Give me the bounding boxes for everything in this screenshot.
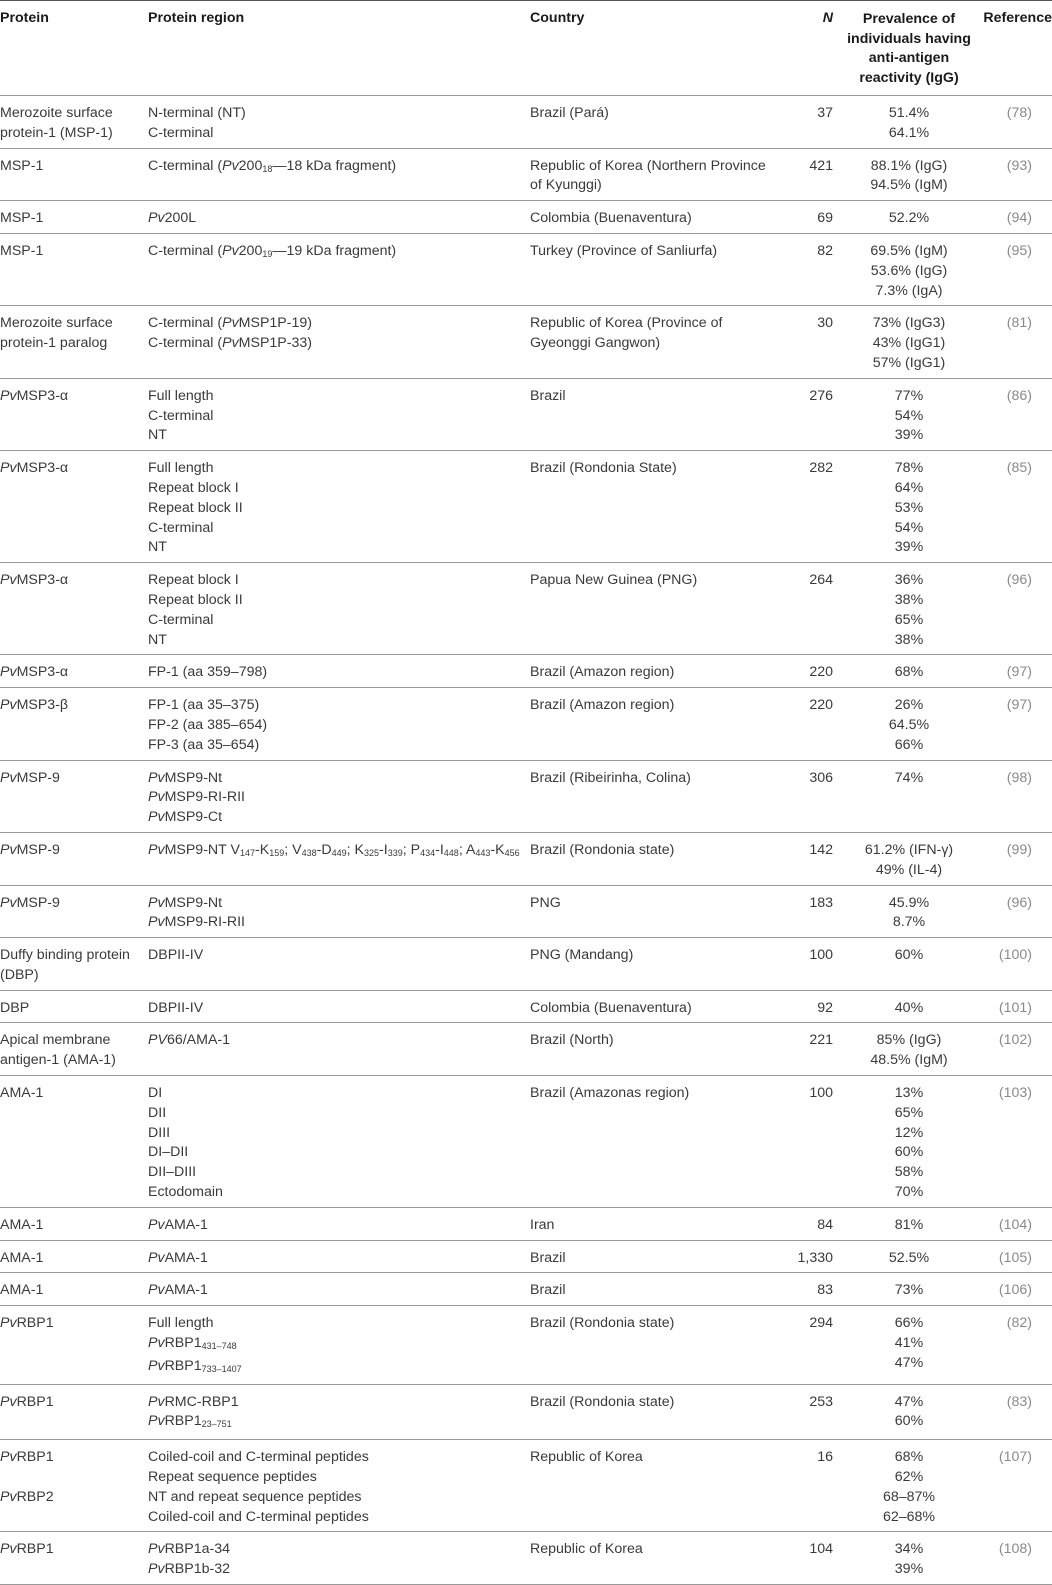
cell-country: PNG (Mandang) xyxy=(530,947,634,964)
cell-protein-region: PV66/AMA-1 xyxy=(148,1032,231,1049)
header-protein: Protein xyxy=(0,10,49,26)
table-row xyxy=(0,233,1052,305)
cell-n: 100 xyxy=(809,1085,833,1102)
table-row xyxy=(0,1023,1052,1076)
table-row xyxy=(0,688,1052,760)
cell-prevalence: 74% xyxy=(894,769,924,786)
cell-protein-region: DBPII-IV xyxy=(148,947,204,964)
table-header xyxy=(0,1,1052,96)
cell-country: Colombia (Buenaventura) xyxy=(530,999,692,1016)
cell-reference: (103) xyxy=(998,1085,1032,1102)
cell-protein-region: N-terminal (NT) C-terminal xyxy=(148,105,246,141)
cell-country: Republic of Korea xyxy=(530,1541,643,1558)
cell-reference: (96) xyxy=(1006,894,1032,911)
cell-n: 82 xyxy=(817,242,833,259)
cell-protein-region: Pv200L xyxy=(148,210,197,227)
cell-prevalence: 61.2% (IFN-γ) 49% (IL-4) xyxy=(864,841,954,878)
cell-reference: (86) xyxy=(1006,387,1032,404)
cell-protein-region: Full length $PvRBP1_{431-748}$ $PvRBP1_{733-1407}$ xyxy=(148,1315,242,1374)
cell-prevalence: 34% 39% xyxy=(894,1541,924,1578)
cell-country: Republic of Korea xyxy=(530,1449,643,1466)
cell-n: 37 xyxy=(817,105,833,121)
cell-country: Brazil xyxy=(530,1282,566,1299)
cell-country: PNG xyxy=(530,894,561,911)
cell-n: 1,330 xyxy=(797,1249,833,1266)
table-row xyxy=(0,832,1052,885)
cell-reference: (97) xyxy=(1006,664,1032,681)
cell-protein: PvMSP3-α xyxy=(0,572,69,589)
cell-prevalence: 69.5% (IgM) 53.6% (IgG) 7.3% (IgA) xyxy=(870,242,948,299)
table-row xyxy=(0,201,1052,234)
cell-prevalence: 40% xyxy=(894,999,924,1016)
header-country: Country xyxy=(530,10,585,26)
table-row xyxy=(0,1440,1052,1532)
cell-protein: AMA-1 xyxy=(0,1216,44,1233)
cell-protein-region: C-terminal ($Pv200_{19}—19$ kDa fragment) xyxy=(148,242,397,259)
cell-protein-region: DBPII-IV xyxy=(148,999,204,1016)
table-row xyxy=(0,760,1052,832)
cell-prevalence: 66% 41% 47% xyxy=(894,1315,924,1371)
table-row xyxy=(0,1532,1052,1585)
cell-country: Brazil (Amazon region) xyxy=(530,664,675,681)
cell-country: Brazil (Amazon region) xyxy=(530,697,675,714)
header-prevalence: Prevalence of individuals having anti-antigen reactivity (IgG) xyxy=(847,11,971,86)
cell-reference: (102) xyxy=(998,1032,1032,1049)
cell-n: 276 xyxy=(809,387,833,404)
cell-reference: (99) xyxy=(1006,841,1032,858)
cell-protein-region: PvRMC-RBP1 $PvRBP1_{23-751}$ xyxy=(148,1393,239,1430)
cell-reference: (93) xyxy=(1006,157,1032,174)
cell-country: Iran xyxy=(530,1216,555,1233)
header-reference: Reference xyxy=(983,10,1052,26)
cell-reference: (82) xyxy=(1006,1315,1032,1332)
cell-reference: (94) xyxy=(1006,210,1032,227)
cell-prevalence: 81% xyxy=(894,1216,924,1233)
cell-prevalence: 73% xyxy=(894,1282,924,1299)
cell-prevalence: 47% 60% xyxy=(894,1393,924,1430)
table-row xyxy=(0,655,1052,688)
cell-n: 16 xyxy=(817,1449,833,1466)
cell-reference: (78) xyxy=(1006,105,1032,121)
cell-country: Brazil (Rondonia state) xyxy=(530,841,675,858)
cell-prevalence: 13% 65% 12% 60% 58% 70% xyxy=(894,1085,924,1201)
table-row xyxy=(0,96,1052,149)
table-row xyxy=(0,1306,1052,1384)
cell-prevalence: 73% (IgG3) 43% (IgG1) 57% (IgG1) xyxy=(872,315,946,371)
cell-n: 221 xyxy=(809,1032,833,1049)
cell-protein: AMA-1 xyxy=(0,1085,44,1102)
cell-protein: PvRBP1 xyxy=(0,1315,54,1332)
table-row xyxy=(0,1076,1052,1208)
table-row xyxy=(0,938,1052,991)
cell-protein: PvMSP-9 xyxy=(0,769,60,786)
cell-protein: PvMSP-9 xyxy=(0,841,60,858)
cell-prevalence: 26% 64.5% 66% xyxy=(888,697,930,753)
cell-country: Brazil (North) xyxy=(530,1032,614,1049)
table-row xyxy=(0,1240,1052,1273)
table-row xyxy=(0,306,1052,378)
cell-protein-region: DI DII DIII DI–DII DII–DIII Ectodomain xyxy=(148,1085,223,1201)
cell-protein-region: PvMSP9-Nt PvMSP9-RI-RII PvMSP9-Ct xyxy=(148,769,245,826)
cell-protein: PvMSP3-α xyxy=(0,664,69,681)
cell-protein: PvMSP3-β xyxy=(0,697,69,714)
cell-country: Colombia (Buenaventura) xyxy=(530,210,692,227)
cell-prevalence: 60% xyxy=(894,947,924,964)
cell-protein: MSP-1 xyxy=(0,210,44,227)
cell-country: Brazil (Rondonia state) xyxy=(530,1315,675,1332)
table-row xyxy=(0,563,1052,655)
table-row xyxy=(0,378,1052,450)
cell-prevalence: 52.2% xyxy=(888,210,930,227)
cell-protein-region: PvRBP1a-34 PvRBP1b-32 xyxy=(148,1541,231,1578)
cell-n: 30 xyxy=(817,315,833,332)
cell-n: 183 xyxy=(809,894,833,911)
table-row xyxy=(0,451,1052,563)
cell-protein-region: PvMSP9-NT $V_{147}-K_{159}$; $V_{438}-D_{449}$; $K_{325}-I_{339}$; $P_{434}-I_{448}$; $A_{443}-K_{456}$ xyxy=(148,841,520,858)
cell-country: Brazil xyxy=(530,1249,566,1266)
cell-reference: (106) xyxy=(998,1282,1032,1299)
header-protein-region: Protein region xyxy=(148,10,245,26)
cell-protein-region: Full length Repeat block I Repeat block II C-terminal NT xyxy=(148,460,243,556)
cell-country: Brazil (Rondonia state) xyxy=(530,1393,675,1410)
cell-prevalence: 68% 62% 68–87% 62–68% xyxy=(882,1449,936,1525)
cell-protein: PvRBP1 xyxy=(0,1541,54,1558)
cell-country: Brazil (Amazonas region) xyxy=(530,1085,690,1102)
cell-protein-region: PvAMA-1 xyxy=(148,1249,208,1266)
cell-protein: Duffy binding protein (DBP) xyxy=(0,947,130,983)
cell-protein-region: Full length C-terminal NT xyxy=(148,387,214,444)
cell-reference: (108) xyxy=(998,1541,1032,1558)
cell-protein: PvRBP1 PvRBP2 xyxy=(0,1449,54,1505)
cell-n: 220 xyxy=(809,664,833,681)
table-row xyxy=(0,148,1052,201)
cell-reference: (104) xyxy=(998,1216,1032,1233)
cell-protein: PvMSP3-α xyxy=(0,387,69,404)
table-row xyxy=(0,1207,1052,1240)
table-row xyxy=(0,885,1052,938)
cell-n: 264 xyxy=(809,572,833,589)
cell-reference: (100) xyxy=(998,947,1032,964)
cell-protein-region: Repeat block I Repeat block II C-terminal NT xyxy=(148,572,243,648)
cell-country: Brazil (Pará) xyxy=(530,105,609,121)
cell-country: Brazil (Ribeirinha, Colina) xyxy=(530,769,691,786)
table-row xyxy=(0,990,1052,1023)
table-row xyxy=(0,1384,1052,1440)
cell-protein: Merozoite surface protein-1 paralog xyxy=(0,315,113,352)
cell-protein: PvRBP1 xyxy=(0,1393,54,1410)
cell-country: Republic of Korea (Province of Gyeonggi Gangwon) xyxy=(530,315,723,352)
cell-protein: Merozoite surface protein-1 (MSP-1) xyxy=(0,105,113,141)
cell-protein: AMA-1 xyxy=(0,1282,44,1299)
cell-reference: (98) xyxy=(1006,769,1032,786)
cell-protein-region: FP-1 (aa 359–798) xyxy=(148,664,268,681)
cell-reference: (81) xyxy=(1006,315,1032,332)
cell-prevalence: 85% (IgG) 48.5% (IgM) xyxy=(870,1032,948,1069)
cell-n: 142 xyxy=(809,841,833,858)
cell-reference: (107) xyxy=(998,1449,1032,1466)
cell-protein: Apical membrane antigen-1 (AMA-1) xyxy=(0,1032,116,1069)
cell-country: Turkey (Province of Sanliurfa) xyxy=(530,242,718,259)
cell-country: Brazil (Rondonia State) xyxy=(530,460,677,477)
cell-n: 92 xyxy=(817,999,833,1016)
cell-n: 306 xyxy=(809,769,833,786)
cell-protein: DBP xyxy=(0,999,30,1016)
cell-country: Brazil xyxy=(530,387,566,404)
cell-protein: AMA-1 xyxy=(0,1249,44,1266)
cell-protein: PvMSP3-α xyxy=(0,460,69,477)
table-body xyxy=(0,96,1052,1585)
cell-protein-region: C-terminal ($Pv200_{18}—18$ kDa fragment) xyxy=(148,157,397,174)
cell-protein-region: PvAMA-1 xyxy=(148,1282,208,1299)
cell-protein: MSP-1 xyxy=(0,242,44,259)
cell-reference: (105) xyxy=(998,1249,1032,1266)
cell-prevalence: 45.9% 8.7% xyxy=(888,894,930,931)
cell-n: 69 xyxy=(817,210,833,227)
cell-prevalence: 68% xyxy=(894,664,924,681)
cell-n: 220 xyxy=(809,697,833,714)
header-n: N xyxy=(822,10,833,26)
cell-n: 282 xyxy=(809,460,833,477)
cell-country: Papua New Guinea (PNG) xyxy=(530,572,698,589)
cell-reference: (83) xyxy=(1006,1393,1032,1410)
cell-reference: (96) xyxy=(1006,572,1032,589)
cell-n: 294 xyxy=(809,1315,833,1332)
cell-prevalence: 52.5% xyxy=(888,1249,930,1266)
cell-prevalence: 88.1% (IgG) 94.5% (IgM) xyxy=(870,157,948,194)
table-row xyxy=(0,1273,1052,1306)
cell-prevalence: 78% 64% 53% 54% 39% xyxy=(894,460,924,556)
cell-protein-region: C-terminal (PvMSP1P-19) C-terminal (PvMSP1P-33) xyxy=(148,315,312,352)
cell-protein: PvMSP-9 xyxy=(0,894,60,911)
cell-reference: (95) xyxy=(1006,242,1032,259)
cell-n: 84 xyxy=(817,1216,833,1233)
cell-protein-region: PvAMA-1 xyxy=(148,1216,208,1233)
cell-country: Republic of Korea (Northern Province of Kyunggi) xyxy=(530,157,766,194)
cell-n: 421 xyxy=(809,157,833,174)
cell-prevalence: 51.4% 64.1% xyxy=(888,105,930,141)
cell-protein-region: Coiled-coil and C-terminal peptides Repeat sequence peptides NT and repeat sequence peptides Coiled-coil and C-terminal peptides xyxy=(148,1449,369,1525)
cell-protein: MSP-1 xyxy=(0,157,44,174)
cell-protein-region: FP-1 (aa 35–375) FP-2 (aa 385–654) FP-3 (aa 35–654) xyxy=(148,697,268,753)
cell-reference: (85) xyxy=(1006,460,1032,477)
cell-protein-region: PvMSP9-Nt PvMSP9-RI-RII xyxy=(148,894,245,931)
cell-reference: (101) xyxy=(998,999,1032,1016)
cell-n: 253 xyxy=(809,1393,833,1410)
cell-reference: (97) xyxy=(1006,697,1032,714)
cell-prevalence: 77% 54% 39% xyxy=(894,387,924,444)
cell-n: 83 xyxy=(817,1282,833,1299)
cell-n: 104 xyxy=(809,1541,833,1558)
cell-prevalence: 36% 38% 65% 38% xyxy=(894,572,924,648)
cell-n: 100 xyxy=(809,947,833,964)
